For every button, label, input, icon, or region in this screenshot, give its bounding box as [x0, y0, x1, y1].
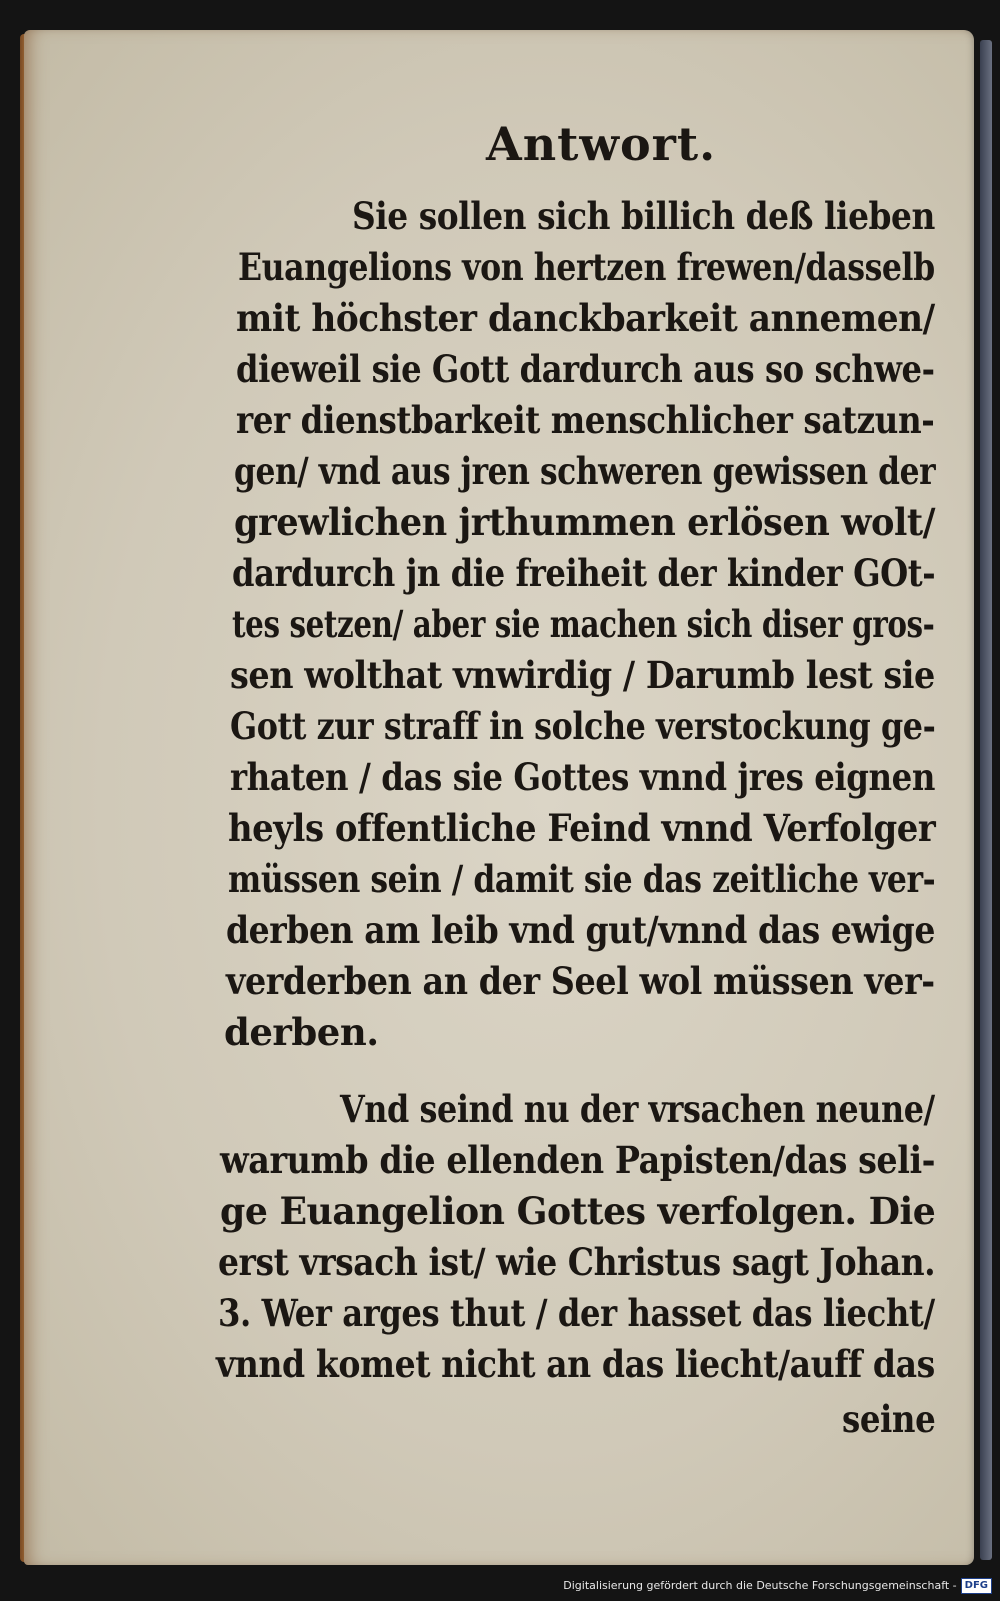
- text-line: 3. Wer arges thut / der hasset das liecht/: [218, 1291, 935, 1335]
- digitization-credit: [0, 1575, 1000, 1597]
- text-line: Gott zur straff in solche verstockung ge-: [230, 704, 936, 748]
- text-line: mit höchster danckbarkeit annemen/: [236, 296, 935, 340]
- text-line: Sie sollen sich billich deß lieben: [352, 194, 935, 238]
- text-line: heyls offentliche Feind vnnd Verfolger: [228, 806, 936, 850]
- text-line: tes setzen/ aber sie machen sich diser gros-: [232, 602, 935, 646]
- text-line: dieweil sie Gott dardurch aus so schwe-: [236, 347, 935, 391]
- text-line: derben am leib vnd gut/vnnd das ewige: [226, 908, 935, 952]
- text-line: dardurch jn die freiheit der kinder GOt-: [232, 551, 936, 595]
- page-heading: Antwort.: [486, 117, 717, 171]
- dfg-logo: DFG: [961, 1578, 992, 1594]
- text-line: Vnd seind nu der vrsachen neune/: [340, 1087, 935, 1131]
- credit-text: Digitalisierung gefördert durch die Deutsche Forschungsgemeinschaft -: [563, 1579, 957, 1592]
- text-line: rer dienstbarkeit menschlicher satzun-: [236, 398, 935, 442]
- text-line: vnnd komet nicht an das liecht/auff das: [216, 1342, 935, 1386]
- text-line: rhaten / das sie Gottes vnnd jres eignen: [230, 755, 935, 799]
- page-right-edge: [980, 40, 992, 1560]
- text-line: grewlichen jrthummen erlösen wolt/: [234, 500, 936, 544]
- text-line: gen/ vnd aus jren schweren gewissen der: [234, 449, 936, 493]
- text-line: verderben an der Seel wol müssen ver-: [226, 959, 935, 1003]
- text-line: ge Euangelion Gottes verfolgen. Die: [220, 1189, 936, 1233]
- text-line: derben.: [224, 1010, 379, 1054]
- text-line: warumb die ellenden Papisten/das seli-: [220, 1138, 936, 1182]
- text-line: Euangelions von hertzen frewen/dasselb: [238, 245, 935, 289]
- text-line: sen wolthat vnwirdig / Darumb lest sie: [230, 653, 935, 697]
- text-line: erst vrsach ist/ wie Christus sagt Johan.: [218, 1240, 936, 1284]
- text-line: müssen sein / damit sie das zeitliche ver-: [228, 857, 936, 901]
- catchword: seine: [842, 1397, 936, 1441]
